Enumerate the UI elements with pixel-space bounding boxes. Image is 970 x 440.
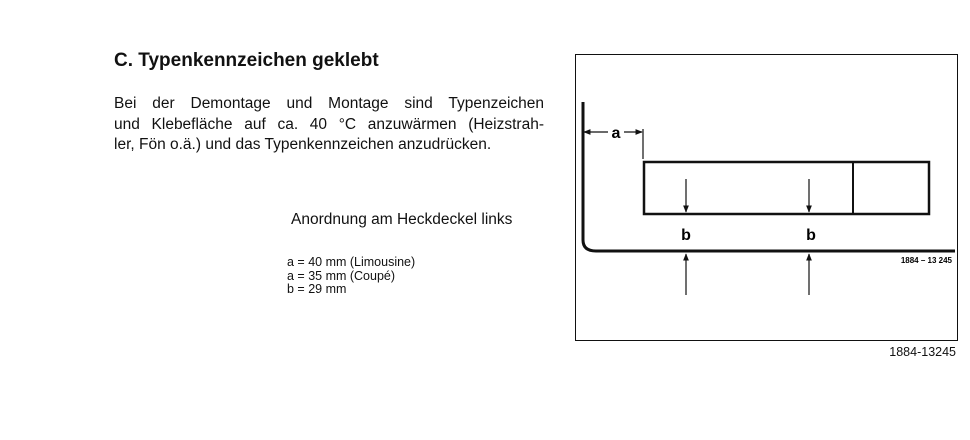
dimension-b-label: b bbox=[806, 227, 816, 244]
dimension-list bbox=[287, 256, 415, 297]
instruction-line: Bei der Demontage und Montage sind Typenzeichen bbox=[114, 95, 544, 112]
drawing-svg bbox=[576, 55, 959, 342]
figure-number: 1884-13245 bbox=[889, 345, 956, 359]
dimension-item: a = 40 mm (Limousine) bbox=[287, 255, 416, 269]
dimension-a-label: a bbox=[611, 125, 621, 142]
emblem-outline bbox=[644, 162, 929, 214]
figure-caption: Anordnung am Heckdeckel links bbox=[291, 211, 513, 228]
section-heading: C. Typenkennzeichen geklebt bbox=[114, 50, 379, 71]
drawing-code: 1884 – 13 245 bbox=[900, 256, 952, 265]
instruction-line: ler, Fön o.ä.) und das Typenkennzeichen anzudrücken. bbox=[114, 136, 492, 153]
dimension-item: a = 35 mm (Coupé) bbox=[287, 268, 396, 283]
lid-edge-line bbox=[583, 102, 955, 251]
instruction-line: und Klebefläche auf ca. 40 °C anzuwärmen (Heizstrah- bbox=[114, 115, 544, 133]
dimension-item: b = 29 mm bbox=[287, 282, 347, 296]
technical-drawing bbox=[575, 54, 958, 341]
dimension-b-label: b bbox=[681, 227, 691, 244]
instruction-paragraph bbox=[114, 94, 544, 156]
